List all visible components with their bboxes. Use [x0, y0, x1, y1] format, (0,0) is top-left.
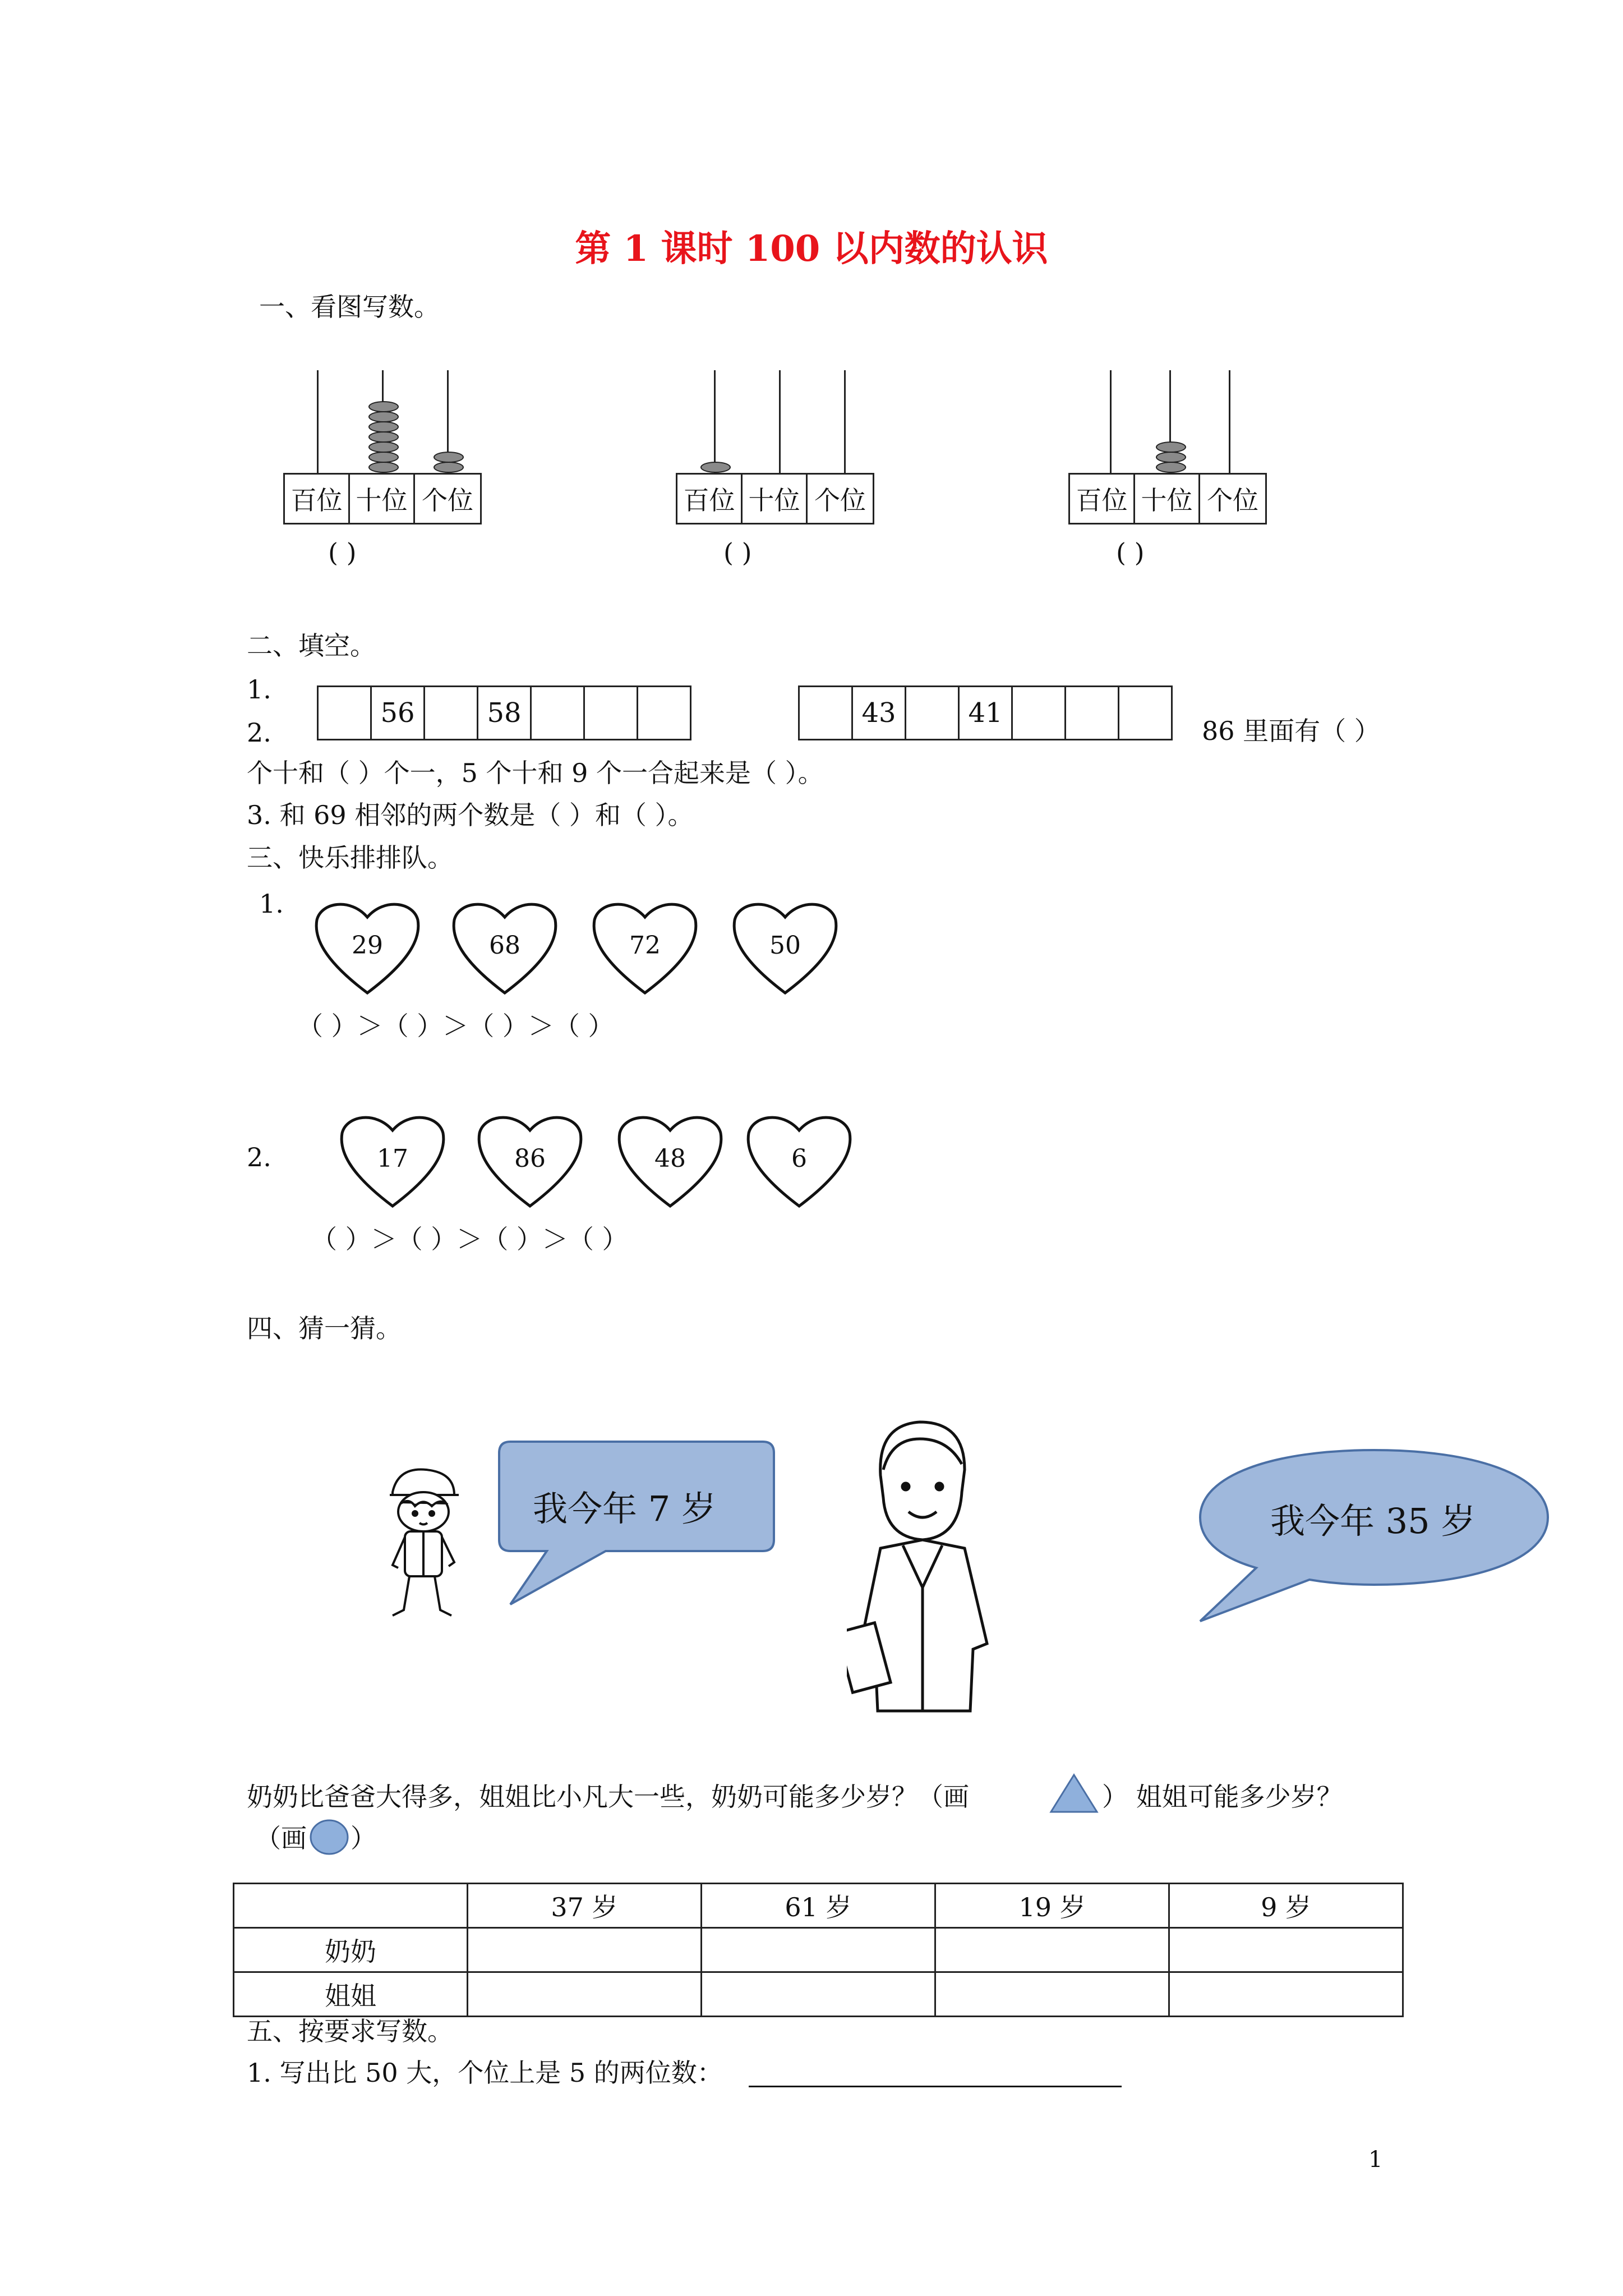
- seq-cell: [319, 687, 372, 739]
- number-sequence-2: [798, 685, 1173, 740]
- heart-number: 17: [377, 1144, 408, 1173]
- abacus-1: [283, 370, 485, 527]
- answer-blank-1: ( ): [328, 537, 357, 568]
- section4-heading: 四、猜一猜。: [247, 1313, 402, 1343]
- s3-q2-number: 2.: [247, 1142, 271, 1172]
- place-value-labels: [676, 473, 874, 524]
- seq-cell: [585, 687, 638, 739]
- bead: [434, 452, 464, 463]
- label-ones: 个位: [1207, 485, 1258, 516]
- bead: [1156, 462, 1186, 473]
- question-close: ）: [351, 1823, 376, 1853]
- triangle-icon: [1049, 1773, 1099, 1815]
- q2-part1: 86 里面有（ ）: [1202, 716, 1380, 746]
- label-tens: 十位: [743, 475, 808, 523]
- seq-cell: 58: [478, 687, 532, 739]
- bead: [368, 441, 399, 453]
- bead: [434, 462, 464, 473]
- heart-number: 29: [352, 931, 383, 960]
- table-cell[interactable]: [1169, 1972, 1403, 2017]
- place-value-labels: [1068, 473, 1267, 524]
- abacus-2: [676, 370, 878, 527]
- question-grandma: 奶奶比爸爸大得多，姐姐比小凡大一些，奶奶可能多少岁？（画: [247, 1782, 969, 1812]
- rod-ones: [1229, 370, 1230, 474]
- table-cell[interactable]: [935, 1972, 1169, 2017]
- table-cell[interactable]: [701, 1972, 935, 2017]
- row-label: 姐姐: [234, 1972, 468, 2017]
- table-row: [234, 1972, 1403, 2017]
- label-ones: 个位: [422, 485, 473, 516]
- rod-hundreds: [317, 370, 319, 474]
- seq-cell: [532, 687, 585, 739]
- table-cell[interactable]: [935, 1928, 1169, 1972]
- label-tens: 十位: [1135, 475, 1200, 523]
- seq-cell: [906, 687, 960, 739]
- bubble-boy-text: 我今年 7 岁: [533, 1488, 716, 1529]
- q1-number: 1.: [247, 674, 271, 705]
- row-label: 奶奶: [234, 1928, 468, 1972]
- heart-number: 86: [514, 1144, 546, 1173]
- dad-illustration: [847, 1408, 1026, 1717]
- circle-icon: [308, 1818, 351, 1857]
- seq-cell: [800, 687, 853, 739]
- bead: [368, 411, 399, 422]
- page-title: 第 1 课时 100 以内数的认识: [575, 228, 1048, 270]
- section2-heading: 二、填空。: [247, 631, 376, 661]
- compare-line-1: （ ）＞（ ）＞（ ）＞（ ）: [297, 1011, 614, 1041]
- heart-number: 68: [489, 931, 520, 960]
- bead: [1156, 441, 1186, 453]
- bead: [1156, 452, 1186, 463]
- table-cell[interactable]: [701, 1928, 935, 1972]
- compare-line-2: （ ）＞（ ）＞（ ）＞（ ）: [311, 1224, 628, 1254]
- label-tens: 十位: [350, 475, 415, 523]
- answer-blank-3: ( ): [1116, 537, 1145, 568]
- boy-illustration: [370, 1458, 471, 1627]
- s3-q1-number: 1.: [259, 889, 284, 919]
- bead: [368, 421, 399, 432]
- table-cell: [234, 1884, 468, 1928]
- rod-hundreds: [714, 370, 716, 474]
- number-sequence-1: [317, 685, 691, 740]
- seq-cell: [1066, 687, 1119, 739]
- section5-q1: 1. 写出比 50 大，个位上是 5 的两位数：: [247, 2058, 723, 2088]
- seq-cell: [638, 687, 691, 739]
- abacus-3: [1068, 370, 1270, 527]
- age-table: [233, 1883, 1404, 2017]
- question-sister: ） 姐姐可能多少岁？: [1102, 1782, 1343, 1812]
- seq-cell: [425, 687, 478, 739]
- table-header-cell: 9 岁: [1169, 1884, 1403, 1928]
- label-ones: 个位: [814, 485, 866, 516]
- seq-cell: 56: [372, 687, 425, 739]
- section1-heading: 一、看图写数。: [259, 292, 440, 322]
- seq-cell: [1119, 687, 1173, 739]
- answer-blank-2: ( ): [723, 537, 752, 568]
- bead: [700, 462, 731, 473]
- bead: [368, 452, 399, 463]
- label-hundreds: 百位: [285, 475, 350, 523]
- table-header-cell: 61 岁: [701, 1884, 935, 1928]
- heart-number: 6: [791, 1144, 807, 1173]
- label-hundreds: 百位: [677, 475, 743, 523]
- bubble-dad-text: 我今年 35 岁: [1270, 1501, 1476, 1542]
- rod-hundreds: [1110, 370, 1112, 474]
- seq-cell: 43: [853, 687, 906, 739]
- q2-part2: 个十和（ ）个一，5 个十和 9 个一合起来是（ ）。: [247, 758, 824, 788]
- table-cell[interactable]: [1169, 1928, 1403, 1972]
- heart-number: 48: [654, 1144, 686, 1173]
- table-cell[interactable]: [467, 1928, 701, 1972]
- page-number: 1: [1368, 2147, 1383, 2173]
- section5-heading: 五、按要求写数。: [247, 2016, 453, 2046]
- bead: [368, 401, 399, 412]
- seq-cell: [1013, 687, 1066, 739]
- q3: 3. 和 69 相邻的两个数是（ ）和（ ）。: [247, 800, 694, 830]
- heart-number: 50: [769, 931, 801, 960]
- place-value-labels: [283, 473, 482, 524]
- bead: [368, 462, 399, 473]
- q2-number: 2.: [247, 717, 271, 748]
- rod-ones: [844, 370, 846, 474]
- heart-number: 72: [629, 931, 661, 960]
- table-header-row: [234, 1884, 1403, 1928]
- table-header-cell: 19 岁: [935, 1884, 1169, 1928]
- table-cell[interactable]: [467, 1972, 701, 2017]
- seq-cell: 41: [960, 687, 1013, 739]
- bead: [368, 431, 399, 443]
- table-header-cell: 37 岁: [467, 1884, 701, 1928]
- table-row: [234, 1928, 1403, 1972]
- answer-line[interactable]: [749, 2086, 1122, 2087]
- question-draw: （画: [255, 1823, 307, 1853]
- label-hundreds: 百位: [1070, 475, 1135, 523]
- section3-heading: 三、快乐排排队。: [247, 843, 453, 873]
- rod-tens: [779, 370, 781, 474]
